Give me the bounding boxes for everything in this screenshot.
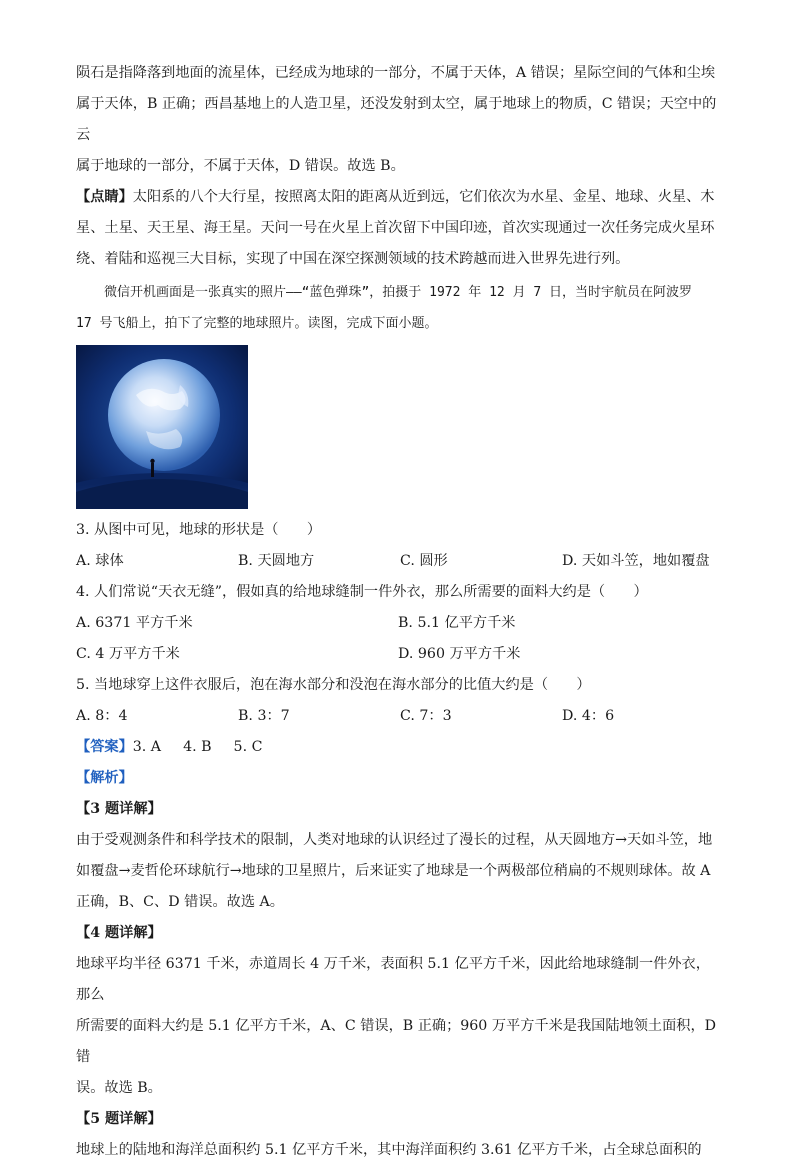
text-line: 正确，B、C、D 错误。故选 A。 — [76, 894, 284, 910]
answer-3: 3. A — [132, 739, 162, 755]
question-5-stem: 5. 当地球穿上这件衣服后，泡在海水部分和没泡在海水部分的比值大约是（ ） — [76, 677, 591, 693]
option-b: B. 3：7 — [238, 708, 290, 724]
text-line: 误。故选 B。 — [76, 1080, 162, 1096]
option-d: D. 天如斗笠，地如覆盘 — [562, 553, 710, 569]
text-line: 地球上的陆地和海洋总面积约 5.1 亿平方千米，其中海洋面积约 3.61 亿平方千米，占全球总面积的 — [76, 1142, 702, 1158]
option-c: C. 7：3 — [400, 708, 452, 724]
option-a: A. 8：4 — [76, 708, 128, 724]
explanation-paragraph — [76, 58, 718, 182]
question-5-options — [76, 701, 718, 732]
detail-4-tag: 【4 题详解】 — [76, 925, 162, 941]
question-4-options-row1 — [76, 608, 718, 639]
question-4-stem: 4. 人们常说“天衣无缝”，假如真的给地球缝制一件外衣，那么所需要的面料大约是（ ） — [76, 584, 648, 600]
text-line: 属于地球的一部分，不属于天体，D 错误。故选 B。 — [76, 158, 405, 174]
option-a: A. 球体 — [76, 553, 124, 569]
detail-3-tag: 【3 题详解】 — [76, 801, 162, 817]
earth-photo — [76, 345, 248, 509]
detail-4-paragraph — [76, 949, 718, 1104]
answer-5: 5. C — [233, 739, 263, 755]
question-4-options-row2 — [76, 639, 718, 670]
text-line: 微信开机画面是一张真实的照片——“蓝色弹珠”，拍摄于 1972 年 12 月 7 日，当时宇航员在阿波罗 — [104, 285, 693, 300]
option-c: C. 4 万平方千米 — [76, 646, 180, 662]
dianjing-tag: 【点睛】 — [76, 189, 133, 205]
option-b: B. 5.1 亿平方千米 — [398, 615, 516, 631]
question-3-stem: 3. 从图中可见，地球的形状是（ ） — [76, 522, 322, 538]
document-page — [76, 58, 718, 1166]
text-line: 17 号飞船上，拍下了完整的地球照片。读图，完成下面小题。 — [76, 316, 438, 331]
jiexi-tag: 【解析】 — [76, 770, 133, 786]
answer-tag: 【答案】 — [76, 739, 133, 755]
option-d: D. 960 万平方千米 — [398, 646, 521, 662]
text-line: 陨石是指降落到地面的流星体，已经成为地球的一部分，不属于天体，A 错误；星际空间的气体和尘埃 — [76, 65, 716, 81]
answer-line — [76, 732, 718, 763]
option-a: A. 6371 平方千米 — [76, 615, 193, 631]
detail-5-tag: 【5 题详解】 — [76, 1111, 162, 1127]
option-b: B. 天圆地方 — [238, 553, 315, 569]
text-line: 地球平均半径 6371 千米，赤道周长 4 万千米，表面积 5.1 亿平方千米，因此给地球缝制一件外衣，那么 — [76, 956, 710, 1003]
text-line: 所需要的面料大约是 5.1 亿平方千米，A、C 错误，B 正确；960 万平方千米是我国陆地领土面积，D 错 — [76, 1018, 717, 1065]
dianjing-paragraph — [76, 182, 718, 275]
text-line: 属于天体，B 正确；西昌基地上的人造卫星，还没发射到太空，属于地球上的物质，C 错误；天空中的云 — [76, 96, 717, 143]
detail-3-paragraph — [76, 825, 718, 918]
text-line: 绕、着陆和巡视三大目标，实现了中国在深空探测领域的技术跨越而进入世界先进行列。 — [76, 251, 630, 267]
answer-4: 4. B — [183, 739, 212, 755]
detail-5-paragraph — [76, 1135, 718, 1166]
text-line: 由于受观测条件和科学技术的限制，人类对地球的认识经过了漫长的过程，从天圆地方→天如斗笠，地 — [76, 832, 713, 848]
question-intro — [76, 277, 718, 339]
option-d: D. 4：6 — [562, 708, 615, 724]
option-c: C. 圆形 — [400, 553, 448, 569]
text-line: 如覆盘→麦哲伦环球航行→地球的卫星照片，后来证实了地球是一个两极部位稍扁的不规则球体。故 A — [76, 863, 711, 879]
text-line: 星、土星、天王星、海王星。天问一号在火星上首次留下中国印迹，首次实现通过一次任务完成火星环 — [76, 220, 715, 236]
question-3-options — [76, 546, 718, 577]
text-line: 太阳系的八个大行星，按照离太阳的距离从近到远，它们依次为水星、金星、地球、火星、木 — [132, 189, 715, 205]
